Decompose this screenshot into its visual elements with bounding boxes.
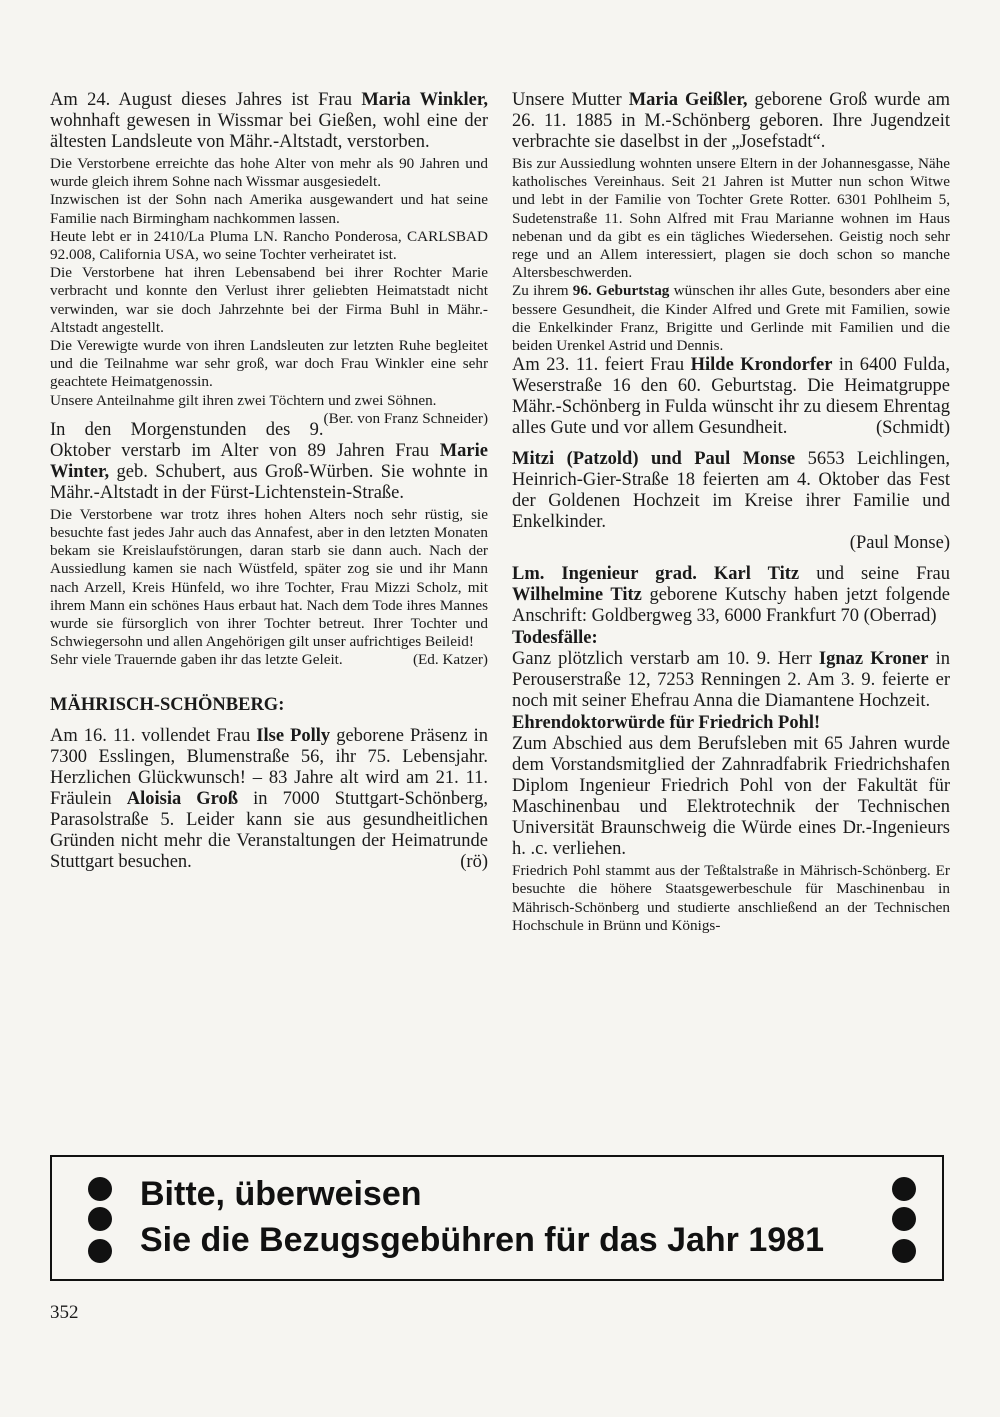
winter-para-1: Die Verstorbene war trotz ihres hohen Alters noch sehr rüstig, sie besuchte fast jedes Jahr auch das Annafest, aber in den letzten Monaten bekam sie Kreislaufstörungen, daran starb sie dann auch. Nach der Aussiedlung kamen sie nach Wüstfeld, später zog sie und ihr Mann nach Arzell, Kreis Hünfeld, wo ihre Tochter, Frau Mizzi Scholz, mit ihrem Mann ein schönes Haus erbaut hat. Nach dem Tode ihres Mannes wurde sie fürsorglich von ihrer Tochter betreut. Ihrer Tochter und Schwiegersohn und allen Angehörigen gilt unser aufrichtiges Beileid! (Ed. Katzer) <box>50 505 488 669</box>
winkler-signature: (Ber. von Franz Schneider) <box>323 409 488 427</box>
winter-intro: In den Morgenstunden des 9. Oktober verstarb im Alter von 89 Jahren Frau Marie Winter, geb. Schubert, aus Groß-Würben. Sie wohnte in Mähr.-Altstadt in der Fürst-Lichtenstein-Straße. <box>50 419 488 503</box>
bullet-dot-icon <box>892 1239 916 1263</box>
krondorfer-para: Am 23. 11. feiert Frau Hilde Krondorfer in 6400 Fulda, Weserstraße 16 den 60. Geburtstag. Die Heimatgruppe Mähr.-Schönberg in Fulda wünscht ihr zu diesem Ehrentag alles Gute und vor allem Gesundheit. (Schmidt) <box>512 355 951 439</box>
winkler-para-3: Heute lebt er in 2410/La Pluma LN. Rancho Ponderosa, CARLSBAD 92.008, California USA, wo seine Tochter verheiratet ist. <box>50 227 488 264</box>
monse-para: Mitzi (Patzold) und Paul Monse 5653 Leichlingen, Heinrich-Gier-Straße 18 feierten am 4. Oktober das Fest der Goldenen Hochzeit im Kreise ihrer Familie und Enkelkinder. (Paul Monse) <box>512 449 950 554</box>
polly-signature: (rö) <box>460 851 488 872</box>
titz-para: Lm. Ingenieur grad. Karl Titz und seine Frau Wilhelmine Titz geborene Kutschy haben jetzt folgende Anschrift: Goldbergweg 33, 6000 Frankfurt 70 (Oberrad) <box>512 564 950 627</box>
notice-line-2: Sie die Bezugsgebühren für das Jahr 1981 <box>140 1221 825 1259</box>
notice-line-1: Bitte, überweisen <box>140 1175 422 1213</box>
geissler-para-2: Zu ihrem 96. Geburtstag wünschen ihr alles Gute, besonders aber eine bessere Gesundheit, die Kinder Alfred und Grete mit Familien, sowie die Enkelkinder Franz, Brigitte und Gerlinde mit Familien und die beiden Urenkel Astrid und Dennis. <box>512 282 950 355</box>
bullet-dot-icon <box>88 1177 112 1201</box>
notice-text <box>140 1171 862 1263</box>
winkler-intro: Am 24. August dieses Jahres ist Frau Maria Winkler, wohnhaft gewesen in Wissmar bei Gießen, wohl eine der ältesten Landsleute von Mähr.-Altstadt, verstorben. <box>50 90 488 152</box>
winkler-para-4: Die Verstorbene hat ihren Lebensabend bei ihrer Rochter Marie verbracht und konnte den Verlust ihrer geliebten Heimatstadt nicht verwinden, war sie doch Jahrzehnte bei der Firma Buhl in Mähr.-Altstadt angestellt. <box>50 264 488 336</box>
krondorfer-signature: (Schmidt) <box>876 418 950 439</box>
bullet-dot-icon <box>88 1207 112 1231</box>
payment-notice-box <box>50 1155 944 1281</box>
polly-para: Am 16. 11. vollendet Frau Ilse Polly geborene Präsenz in 7300 Esslingen, Blumenstraße 56, ihr 75. Lebensjahr. Herzlichen Glückwunsch! – 83 Jahre alt wird am 21. 11. Fräulein Aloisia Groß in 7000 Stuttgart-Schönberg, Parasolstraße 5. Leider kann sie aus gesundheitlichen Gründen nicht mehr die Veranstaltungen der Heimatrunde Stuttgart besuchen. (rö) <box>50 725 488 872</box>
section-heading: MÄHRISCH-SCHÖNBERG: <box>50 694 285 715</box>
bullet-dot-icon <box>88 1239 112 1263</box>
pohl-heading: Ehrendoktorwürde für Friedrich Pohl! <box>512 713 821 734</box>
bullet-dot-icon <box>892 1177 916 1201</box>
pohl-intro: Zum Abschied aus dem Berufsleben mit 65 Jahren wurde dem Vorstandsmitglied der Zahnradfabrik Friedrichshafen Diplom Ingenieur Friedrich Pohl von der Fakultät für Maschinenbau und Elektrotechnik der Technischen Universität Braunschweig die Würde eines Dr.-Ingenieurs h. .c. verliehen. <box>512 734 950 860</box>
winkler-para-1: Die Verstorbene erreichte das hohe Alter von mehr als 90 Jahren und wurde gleich ihrem Sohne nach Wissmar ausgesiedelt. <box>50 155 488 191</box>
left-column <box>50 90 488 873</box>
winkler-para-2: Inzwischen ist der Sohn nach Amerika ausgewandert und hat seine Familie nach Birmingham nachkommen lassen. <box>50 191 488 227</box>
winkler-para-5: Die Verewigte wurde von ihren Landsleuten zur letzten Ruhe begleitet und die Teilnahme war sehr groß, war doch Frau Winkler eine sehr geachtete Heimatgenossin. <box>50 337 488 391</box>
winter-para-2: Sehr viele Trauernde gaben ihr das letzte Geleit. <box>50 651 343 669</box>
winter-signature: (Ed. Katzer) <box>412 651 488 669</box>
pohl-para-1: Friedrich Pohl stammt aus der Teßtalstraße in Mährisch-Schönberg. Er besuchte die höhere Staatsgewerbeschule für Maschinenbau in Mährisch-Schönberg und studierte anschließend an der Technischen Hochschule in Brünn und Königs- <box>512 862 950 934</box>
bullet-dot-icon <box>892 1207 916 1231</box>
todesfaelle-para: Ganz plötzlich verstarb am 10. 9. Herr Ignaz Kroner in Perouserstraße 12, 7253 Renningen 2. Am 3. 9. feierte er noch mit seiner Ehefrau Anna die Diamantene Hochzeit. <box>512 649 950 712</box>
geissler-intro: Unsere Mutter Maria Geißler, geborene Groß wurde am 26. 11. 1885 in M.-Schönberg geboren. Ihre Jugendzeit verbrachte sie daselbst in der „Josefstadt“. <box>512 90 950 152</box>
page-number: 352 <box>50 1302 79 1323</box>
geissler-para-1: Bis zur Aussiedlung wohnten unsere Eltern in der Johannesgasse, Nähe katholisches Vereinhaus. Seit 21 Jahren ist Mutter nun schon Witwe und lebt in der Familie von Tochter Grete Rotter. 6301 Pohlheim 5, Sudetenstraße 11. Sohn Alfred mit Frau Marianne wohnen im Haus nebenan und da gibt es ein tägliches Wiedersehen. Geistig noch sehr rege und an Allem interessiert, plagen sie doch schon so manche Altersbeschwerden. <box>512 155 950 282</box>
winkler-para-6: Unsere Anteilnahme gilt ihren zwei Töchtern und zwei Söhnen. (Ber. von Franz Schneider) <box>50 391 488 427</box>
right-column <box>512 90 950 935</box>
todesfaelle-heading: Todesfälle: <box>512 628 598 649</box>
monse-signature: (Paul Monse) <box>849 533 950 554</box>
